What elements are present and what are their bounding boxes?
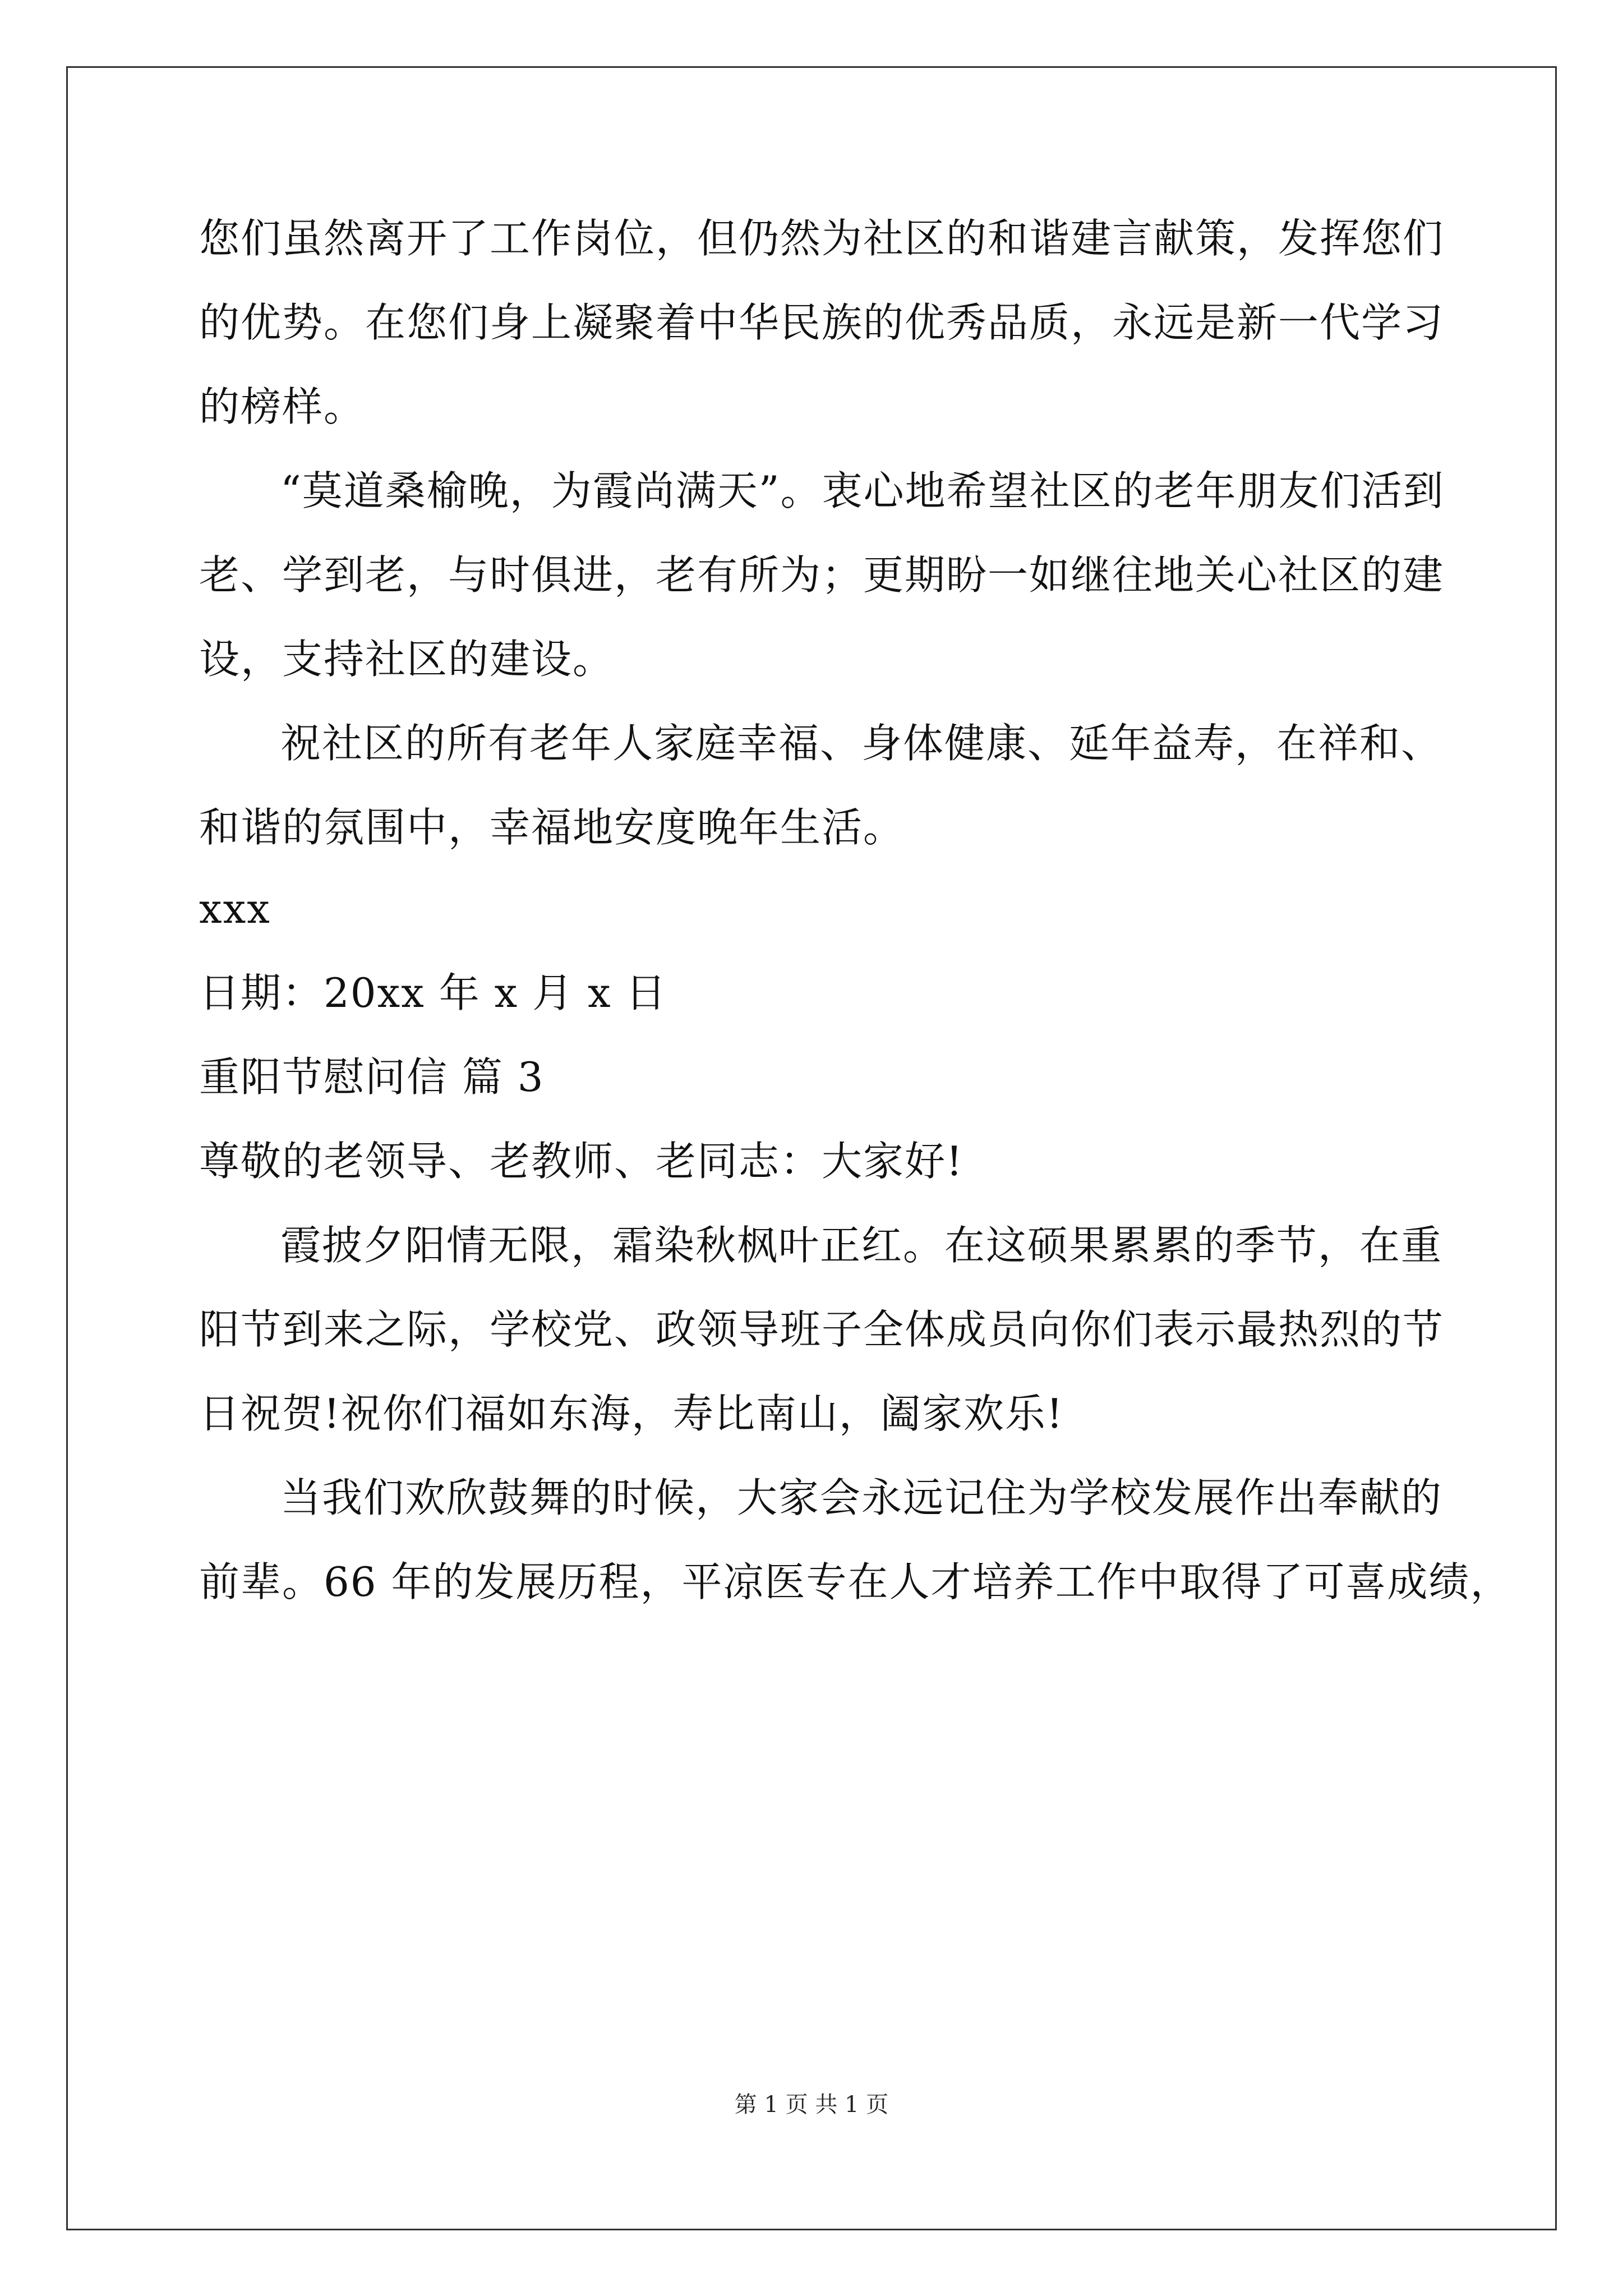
paragraph-line: 设，支持社区的建设。 <box>199 636 615 683</box>
paragraph-line: 霞披夕阳情无限，霜染秋枫叶正红。在这硕果累累的季节，在重 <box>280 1222 1443 1269</box>
paragraph-line: 老、学到老，与时俱进，老有所为；更期盼一如继往地关心社区的建 <box>199 551 1445 599</box>
paragraph-line: 前辈。66 年的发展历程，平凉医专在人才培养工作中取得了可喜成绩， <box>199 1558 1512 1605</box>
paragraph-line: 日祝贺!祝你们福如东海，寿比南山，阖家欢乐! <box>199 1390 1064 1437</box>
section-heading: 重阳节慰问信 篇 3 <box>199 1053 545 1101</box>
salutation-line: 尊敬的老领导、老教师、老同志：大家好! <box>199 1138 963 1185</box>
paragraph-line: 的榜样。 <box>199 383 366 430</box>
paragraph-line: 阳节到来之际，学校党、政领导班子全体成员向你们表示最热烈的节 <box>199 1306 1445 1353</box>
signature-line: xxx <box>199 885 271 932</box>
paragraph-line: 当我们欢欣鼓舞的时候，大家会永远记住为学校发展作出奉献的 <box>280 1474 1443 1521</box>
paragraph-line: 您们虽然离开了工作岗位，但仍然为社区的和谐建言献策，发挥您们 <box>199 215 1445 262</box>
date-line: 日期：20xx 年 x 月 x 日 <box>199 969 667 1016</box>
paragraph-line: 祝社区的所有老年人家庭幸福、身体健康、延年益寿，在祥和、 <box>280 720 1443 767</box>
paragraph-line: 的优势。在您们身上凝聚着中华民族的优秀品质，永远是新一代学习 <box>199 299 1445 346</box>
paragraph-line: “莫道桑榆晚，为霞尚满天”。衷心地希望社区的老年朋友们活到 <box>280 467 1445 514</box>
page-number-footer: 第 1 页 共 1 页 <box>734 2092 889 2118</box>
paragraph-line: 和谐的氛围中，幸福地安度晚年生活。 <box>199 804 905 851</box>
